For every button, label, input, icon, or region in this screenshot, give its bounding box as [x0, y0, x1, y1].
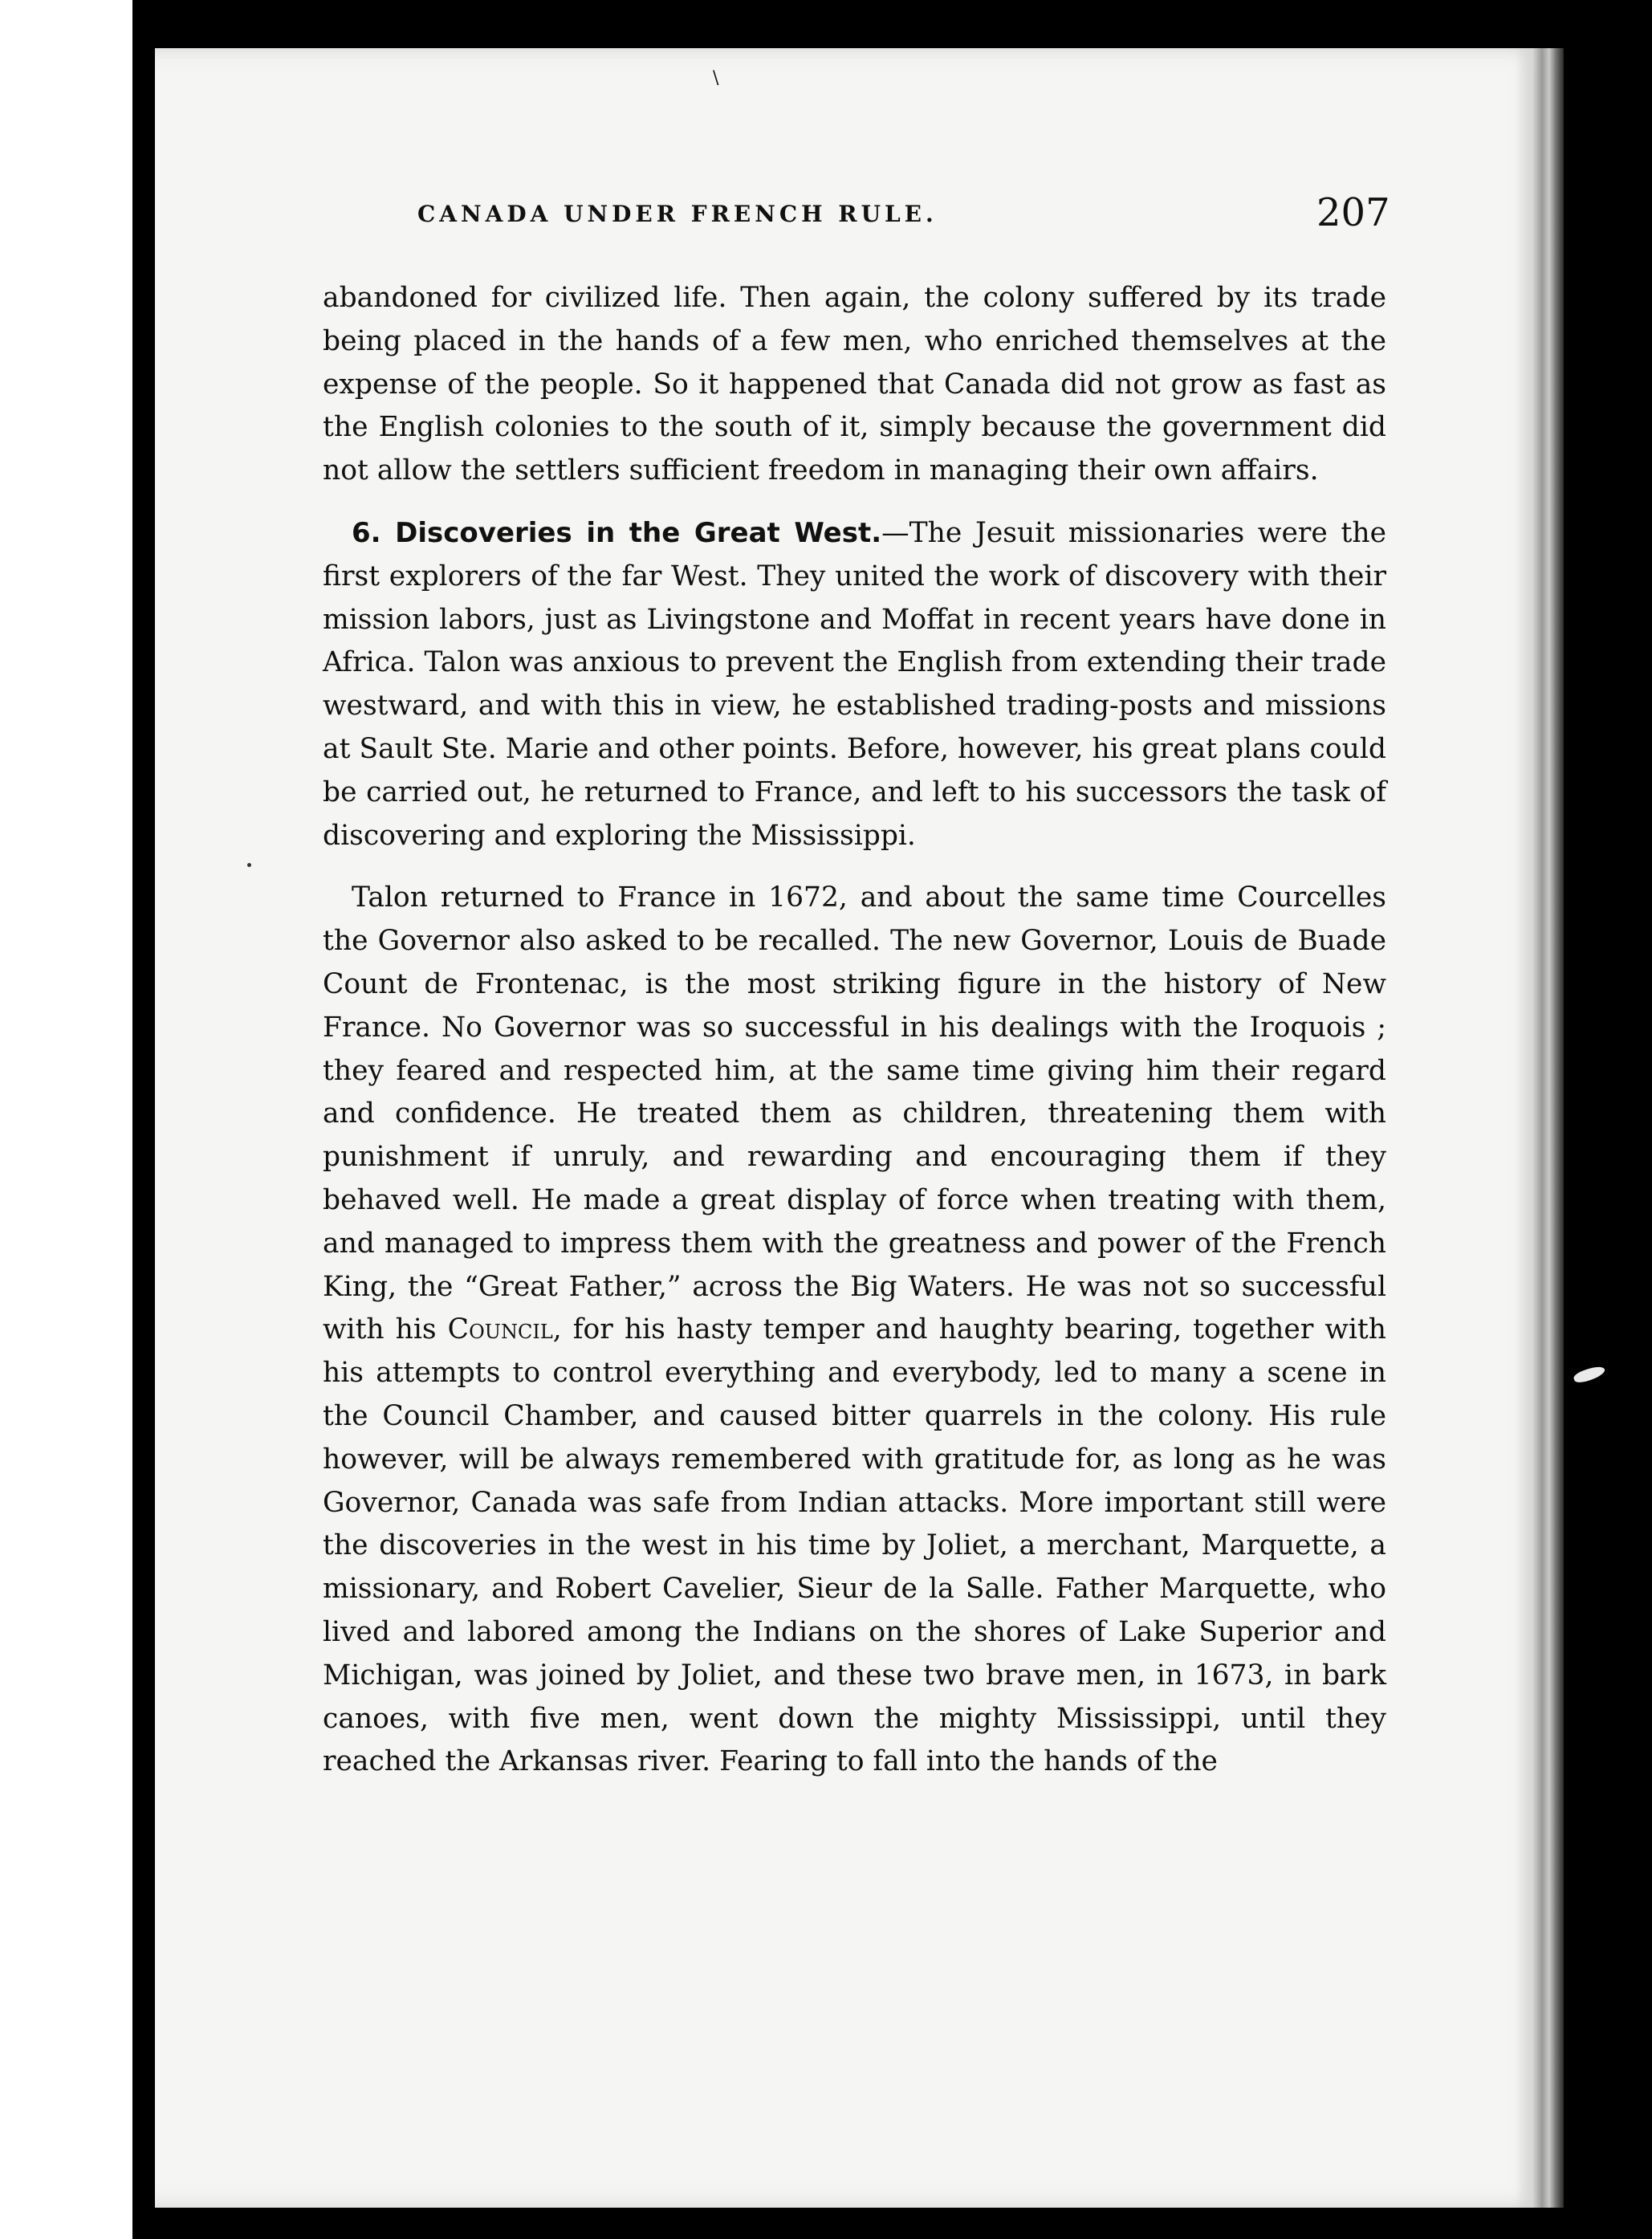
- paragraph-3: [323, 877, 1386, 1784]
- paragraph-2: [323, 512, 1386, 857]
- facing-page-edge: [0, 0, 132, 2239]
- running-title: CANADA UNDER FRENCH RULE.: [417, 201, 938, 227]
- page-edge-shadow: [1516, 48, 1564, 2208]
- paragraph-3-text-b: , for his hasty temper and haughty bearing, together with his attempts to control everything and everybody, led to many a scene in the Council Chamber, and caused bitter quarrels in the colony. His rule however, will be always remembered with gratitude for, as long as he was Governor, Canada was safe from Indian attacks. More important still were the discoveries in the west in his time by Joliet, a merchant, Marquette, a missionary, and Robert Cavelier, Sieur de la Salle. Father Marquette, who lived and labored among the Indians on the shores of Lake Superior and Michigan, was joined by Joliet, and these two brave men, in 1673, in bark canoes, with five men, went down the mighty Mississippi, until they reached the Arkansas river. Fearing to fall into the hands of the: [323, 1313, 1386, 1778]
- book-gutter: [132, 0, 155, 2239]
- page-number: 207: [1316, 190, 1390, 235]
- paragraph-3-text-a: Talon returned to France in 1672, and about the same time Courcelles the Governor also asked to be recalled. The new Governor, Louis de Buade Count de Frontenac, is the most striking figure in the history of New France. No Governor was so successful in his dealings with the Iroquois ; they feared and respected him, at the same time giving him their regard and confidence. He treated them as children, threatening them with punishment if unruly, and rewarding and encouraging them if they behaved well. He made a great display of force when treating with them, and managed to impress them with the greatness and power of the French King, the “Great Father,” across the Big Waters. He was not so successful with his: [323, 881, 1386, 1346]
- section-heading: 6. Discoveries in the Great West.: [352, 516, 882, 549]
- body-text: [323, 277, 1386, 1784]
- page-edge-tab: [1573, 1364, 1606, 1386]
- paragraph-1: abandoned for civilized life. Then again, the colony suffered by its trade being placed in the hands of a few men, who enriched themselves at the expense of the people. So it happened that Canada did not grow as fast as the English colonies to the south of it, simply because the government did not allow the settlers sufficient freedom in managing their own affairs.: [323, 282, 1386, 487]
- paragraph-2-text: —The Jesuit missionaries were the first explorers of the far West. They united the work of discovery with their mission labors, just as Livingstone and Moffat in recent years have done in Africa. Talon was anxious to prevent the English from extending their trade westward, and with this in view, he established trading-posts and missions at Sault Ste. Marie and other points. Before, however, his great plans could be carried out, he returned to France, and left to his successors the task of discovering and exploring the Mississippi.: [323, 516, 1387, 852]
- margin-speck: [247, 863, 251, 867]
- page-mark: \: [713, 68, 719, 88]
- council-term: Council: [447, 1313, 553, 1346]
